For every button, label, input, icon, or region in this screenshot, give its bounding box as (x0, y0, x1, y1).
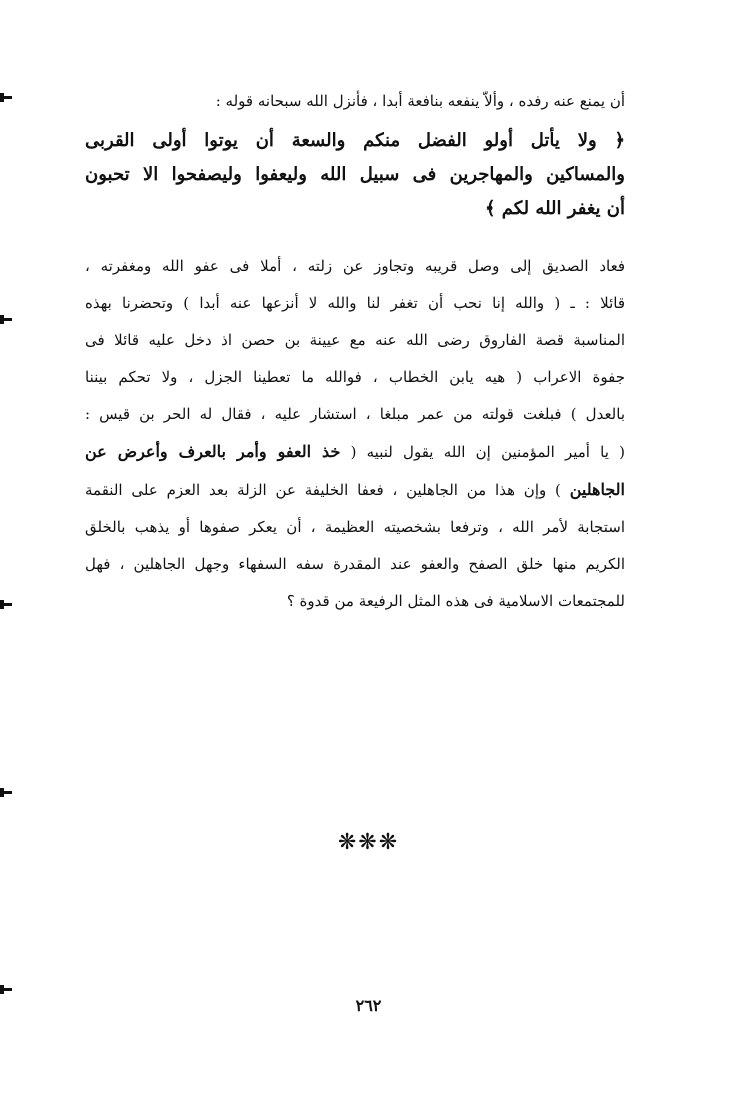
body-line-7-rest: ) وإن هذا من الجاهلين ، فعفا الخليفة عن الزلة بعد العزم على النقمة (85, 481, 570, 499)
body-line-1: فعاد الصديق إلى وصل قريبه وتجاوز عن زلته ، أملا فى عفو الله ومغفرته ، (85, 257, 625, 275)
quoted-verse-part-1: خذ العفو وأمر بالعرف وأعرض عن (85, 442, 341, 461)
body-line-2: قائلا : ـ ( والله إنا نحب أن تغفر لنا والله لا أنزعها عنه أبدا ) وتحضرنا بهذه (85, 294, 625, 312)
margin-mark-5 (0, 988, 12, 991)
margin-mark-1 (0, 96, 12, 99)
body-line-3: المناسبة قصة الفاروق رضى الله عنه مع عيينة بن حصن اذ دخل عليه قائلا فى (85, 331, 625, 349)
intro-line: أن يمنع عنه رفده ، وألاّ ينفعه بنافعة أبدا ، فأنزل الله سبحانه قوله : (215, 92, 625, 110)
body-line-10: للمجتمعات الاسلامية فى هذه المثل الرفيعة من قدوة ؟ (286, 592, 625, 610)
body-line-6 (85, 433, 625, 471)
verse-line-1: ﴿ ولا يأتل أولو الفضل منكم والسعة أن يوتوا أولى القربى (85, 130, 625, 151)
body-paragraph (85, 248, 625, 620)
margin-mark-3 (0, 603, 12, 606)
body-line-6-prefix: ( يا أمير المؤمنين إن الله يقول لنبيه ( (340, 443, 625, 461)
quran-verse (85, 124, 625, 226)
body-line-8: استجابة لأمر الله ، وترفعا بشخصيته العظيمة ، أن يعكر صفوها أو يذهب بالخلق (85, 518, 625, 536)
page-number: ٢٦٢ (355, 996, 382, 1015)
quoted-verse-part-2: الجاهلين (569, 480, 625, 499)
section-ornament: ❋❋❋ (337, 830, 400, 855)
body-line-7 (85, 471, 625, 509)
body-line-4: جفوة الاعراب ( هيه يابن الخطاب ، فوالله ما تعطينا الجزل ، ولا تحكم بيننا (85, 368, 625, 386)
intro-paragraph (85, 86, 625, 116)
verse-line-2: والمساكين والمهاجرين فى سبيل الله وليعفوا وليصفحوا الا تحبون (85, 164, 625, 185)
body-line-9: الكريم منها خلق الصفح والعفو عند المقدرة سفه السفهاء وجهل الجاهلين ، فهل (85, 555, 625, 573)
body-line-5: بالعدل ) فبلغت قولته من عمر مبلغا ، استشار عليه ، فقال له الحر بن قيس : (85, 405, 625, 423)
verse-line-3: أن يغفر الله لكم ﴾ (484, 198, 625, 219)
margin-mark-2 (0, 318, 12, 321)
margin-mark-4 (0, 791, 12, 794)
